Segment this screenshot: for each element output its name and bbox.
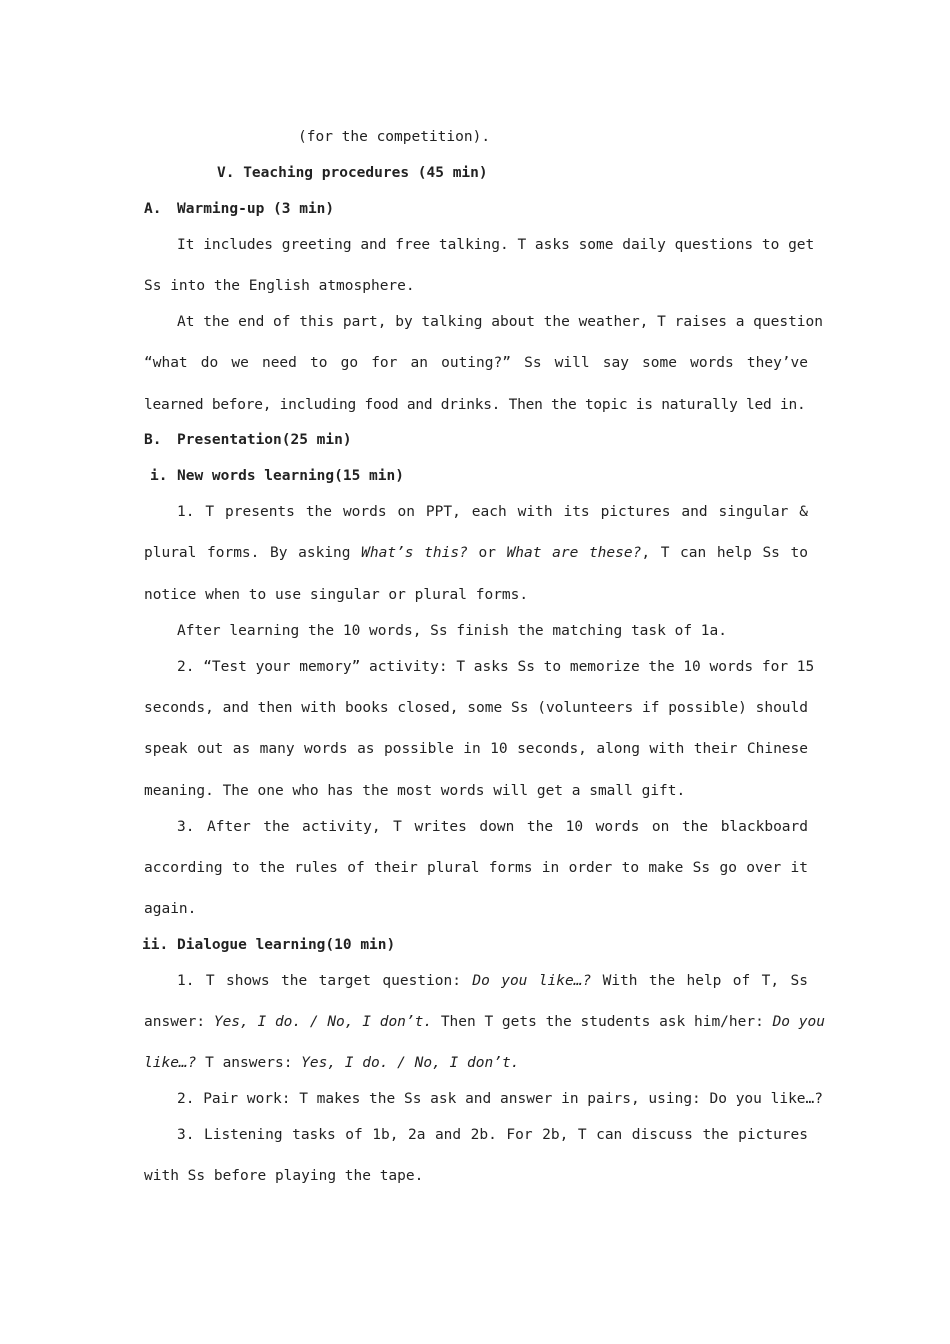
paragraph-line: again.	[144, 901, 197, 917]
paragraph-line: speak out as many words as possible in 10 seconds, along with their Chinese	[144, 741, 808, 757]
heading-text: Presentation(25 min)	[177, 432, 352, 448]
paragraph-line: meaning. The one who has the most words will get a small gift.	[144, 783, 686, 799]
paragraph-line: according to the rules of their plural forms in order to make Ss go over it	[144, 860, 808, 876]
paragraph-line: plural forms. By asking What’s this? or What are these?, T can help Ss to	[144, 545, 809, 561]
italic-phrase: Yes, I do. / No, I don’t.	[301, 1055, 520, 1071]
paragraph-line: After learning the 10 words, Ss finish the matching task of 1a.	[177, 623, 727, 639]
paragraph-line: learned before, including food and drinks. Then the topic is naturally led in.	[144, 397, 806, 413]
paragraph-line: At the end of this part, by talking about the weather, T raises a question	[177, 314, 824, 330]
paragraph-line: 1. T shows the target question: Do you like…? With the help of T, Ss	[177, 973, 808, 989]
section-heading: V. Teaching procedures (45 min)	[217, 165, 488, 181]
paragraph-line: like…? T answers: Yes, I do. / No, I don’t.	[144, 1055, 520, 1071]
paragraph-line: 1. T presents the words on PPT, each with its pictures and singular &	[177, 504, 808, 520]
heading-label: ii.	[142, 937, 169, 953]
heading-label: A.	[144, 201, 162, 217]
paragraph-line: 2. Pair work: T makes the Ss ask and answer in pairs, using: Do you like…?	[177, 1091, 824, 1107]
italic-phrase: like…?	[144, 1055, 197, 1071]
paragraph-line: “what do we need to go for an outing?” Ss will say some words they’ve	[144, 355, 808, 371]
paragraph-line: notice when to use singular or plural forms.	[144, 587, 529, 603]
heading-label: B.	[144, 432, 162, 448]
italic-phrase: What’s this?	[361, 545, 468, 561]
paragraph-line: 3. After the activity, T writes down the 10 words on the blackboard	[177, 819, 808, 835]
paragraph-line: 3. Listening tasks of 1b, 2a and 2b. For 2b, T can discuss the pictures	[177, 1127, 808, 1143]
paragraph-line: with Ss before playing the tape.	[144, 1168, 424, 1184]
heading-text: New words learning(15 min)	[177, 468, 404, 484]
subsection-heading	[144, 199, 808, 219]
italic-phrase: Do you like…?	[472, 973, 592, 989]
subsection-heading	[150, 466, 814, 486]
text-line: (for the competition).	[298, 129, 491, 145]
paragraph-line: It includes greeting and free talking. T asks some daily questions to get	[177, 237, 815, 253]
italic-phrase: Do you	[772, 1014, 825, 1030]
heading-text: Dialogue learning(10 min)	[177, 937, 396, 953]
paragraph-line: 2. “Test your memory” activity: T asks Ss to memorize the 10 words for 15	[177, 659, 815, 675]
heading-label: i.	[150, 468, 168, 484]
paragraph-line: Ss into the English atmosphere.	[144, 278, 415, 294]
subsection-heading	[142, 935, 806, 955]
italic-phrase: What are these?	[506, 545, 642, 561]
subsection-heading	[144, 430, 808, 450]
paragraph-line: answer: Yes, I do. / No, I don’t. Then T gets the students ask him/her: Do you	[144, 1014, 825, 1030]
heading-text: Warming-up (3 min)	[177, 201, 335, 217]
paragraph-line: seconds, and then with books closed, some Ss (volunteers if possible) should	[144, 700, 808, 716]
italic-phrase: Yes, I do. / No, I don’t.	[213, 1014, 433, 1030]
